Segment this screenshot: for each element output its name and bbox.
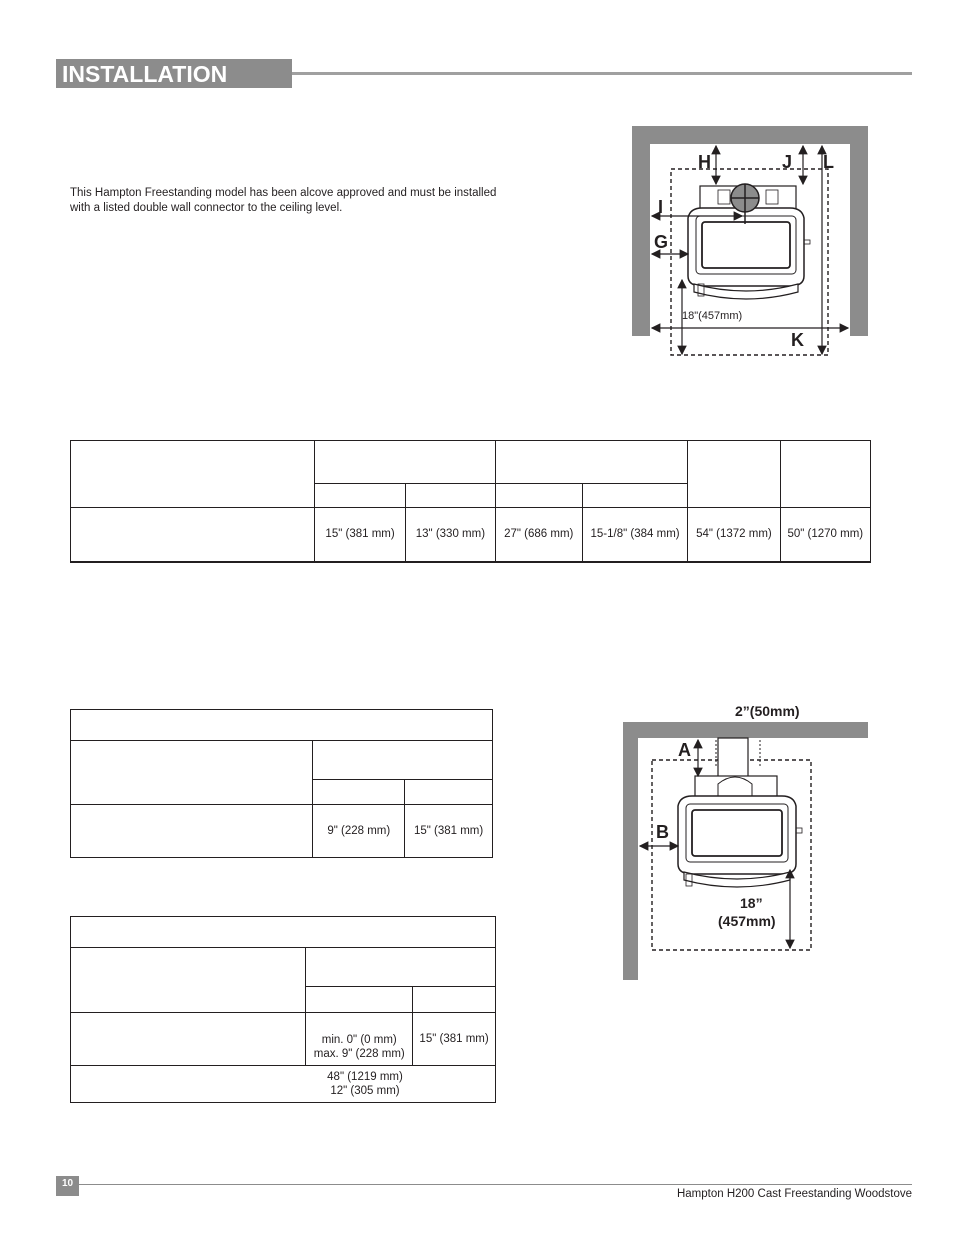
dim-18-line1: 18”	[740, 895, 763, 911]
label-l: L	[823, 152, 834, 172]
t2-title-row	[71, 710, 493, 741]
dim-18-line2: (457mm)	[718, 913, 776, 929]
t1-cell: 50" (1270 mm)	[780, 508, 870, 562]
t3-cell-minmax	[306, 1013, 413, 1066]
t2-cell: 15" (381 mm)	[405, 805, 493, 858]
alcove-clearance-table	[70, 440, 871, 563]
alcove-clearance-diagram	[630, 124, 870, 360]
corner-clearance-diagram	[620, 700, 870, 982]
footer-doc-title: Hampton H200 Cast Freestanding Woodstove	[676, 1188, 912, 1200]
t3-sub-1	[306, 987, 413, 1013]
t1-cell: 15-1/8" (384 mm)	[582, 508, 687, 562]
t1-row-label	[71, 508, 315, 562]
t1-sub-1	[314, 484, 405, 508]
page-title: INSTALLATION	[62, 61, 228, 87]
t1-header-group-1	[314, 441, 495, 484]
page-number: 10	[61, 1178, 74, 1189]
intro-text	[70, 186, 550, 216]
t1-sub-4	[582, 484, 687, 508]
label-g: G	[654, 232, 669, 252]
intro-line-1: This Hampton Freestanding model has been alcove approved and must be installed	[70, 187, 497, 199]
label-a: A	[678, 740, 691, 760]
t1-sub-2	[406, 484, 495, 508]
intro-line-2: with a listed double wall connector to the ceiling level.	[70, 202, 343, 214]
label-h: H	[698, 152, 711, 172]
dim-2in: 2”(50mm)	[735, 703, 800, 719]
t2-sub-2	[405, 780, 493, 805]
t2-cell: 9" (228 mm)	[313, 805, 405, 858]
label-b: B	[656, 822, 669, 842]
t1-header-col-k	[688, 441, 780, 508]
clearance-table-2	[70, 709, 493, 858]
clearance-table-3	[70, 916, 496, 1103]
header-rule	[292, 72, 912, 75]
t1-cell: 27" (686 mm)	[495, 508, 582, 562]
t1-header-blank	[71, 441, 315, 508]
label-j: J	[782, 152, 793, 172]
t3-min: min. 0" (0 mm)	[321, 1034, 397, 1046]
t3-cell: 15" (381 mm)	[413, 1013, 496, 1066]
label-k: K	[791, 330, 804, 350]
t3-header-blank	[71, 948, 306, 1013]
t2-sub-1	[313, 780, 405, 805]
dim-18-top: 18"(457mm)	[682, 310, 743, 322]
t1-header-group-2	[495, 441, 688, 484]
t3-footer-row	[71, 1066, 496, 1103]
t3-footer-2: 12" (305 mm)	[330, 1085, 400, 1097]
t1-cell: 13" (330 mm)	[406, 508, 495, 562]
t3-sub-2	[413, 987, 496, 1013]
t3-max: max. 9" (228 mm)	[313, 1048, 405, 1060]
footer-rule	[79, 1184, 912, 1185]
t1-cell: 54" (1372 mm)	[688, 508, 780, 562]
t2-header-blank	[71, 741, 313, 805]
t2-header-group	[313, 741, 493, 780]
t1-sub-3	[495, 484, 582, 508]
t3-footer-1: 48" (1219 mm)	[327, 1071, 403, 1083]
t2-row-label	[71, 805, 313, 858]
label-i: I	[658, 197, 664, 217]
t1-cell: 15" (381 mm)	[314, 508, 405, 562]
t1-header-col-l	[780, 441, 870, 508]
t3-header-group	[306, 948, 496, 987]
t3-row-label	[71, 1013, 306, 1066]
t3-title-row	[71, 917, 496, 948]
